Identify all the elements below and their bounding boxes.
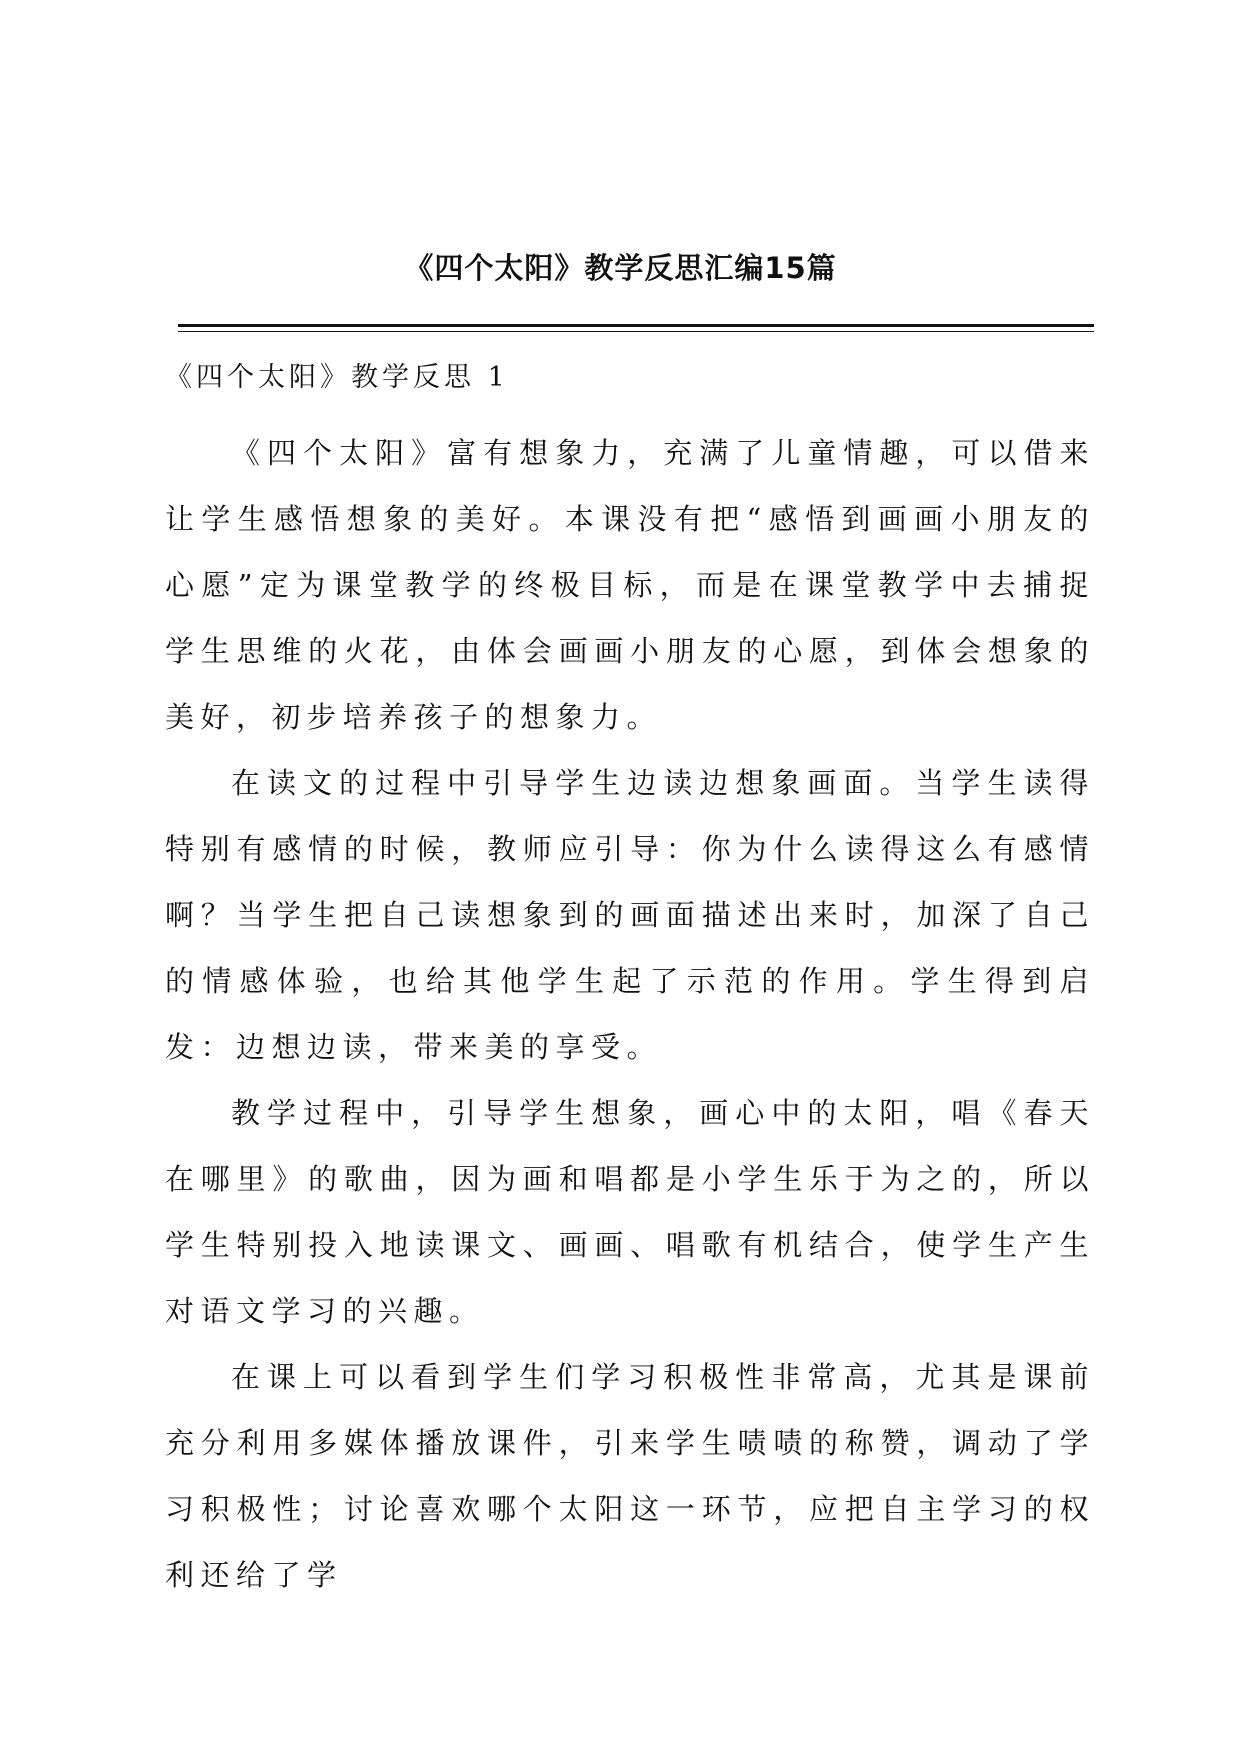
section-heading: 《四个太阳》教学反思 1 [165, 362, 509, 393]
title-divider-thin [178, 331, 1094, 332]
document-body [165, 420, 1095, 1608]
paragraph-2: 在读文的过程中引导学生边读边想象画面。当学生读得特别有感情的时候，教师应引导：你为什么读得这么有感情啊？当学生把自己读想象到的画面描述出来时，加深了自己的情感体验，也给其他学生起了示范的作用。学生得到启发：边想边读，带来美的享受。 [165, 766, 1095, 1064]
paragraph-1: 《四个太阳》富有想象力，充满了儿童情趣，可以借来让学生感悟想象的美好。本课没有把“感悟到画画小朋友的心愿”定为课堂教学的终极目标，而是在课堂教学中去捕捉学生思维的火花，由体会画画小朋友的心愿，到体会想象的美好，初步培养孩子的想象力。 [165, 436, 1095, 734]
document-title: 《四个太阳》教学反思汇编15篇 [404, 251, 837, 285]
paragraph-3: 教学过程中，引导学生想象，画心中的太阳，唱《春天在哪里》的歌曲，因为画和唱都是小学生乐于为之的，所以学生特别投入地读课文、画画、唱歌有机结合，使学生产生对语文学习的兴趣。 [165, 1096, 1095, 1328]
paragraph-4: 在课上可以看到学生们学习积极性非常高，尤其是课前充分利用多媒体播放课件，引来学生啧啧的称赞，调动了学习积极性；讨论喜欢哪个太阳这一环节，应把自主学习的权利还给了学 [165, 1360, 1095, 1592]
title-divider-thick [178, 324, 1094, 327]
